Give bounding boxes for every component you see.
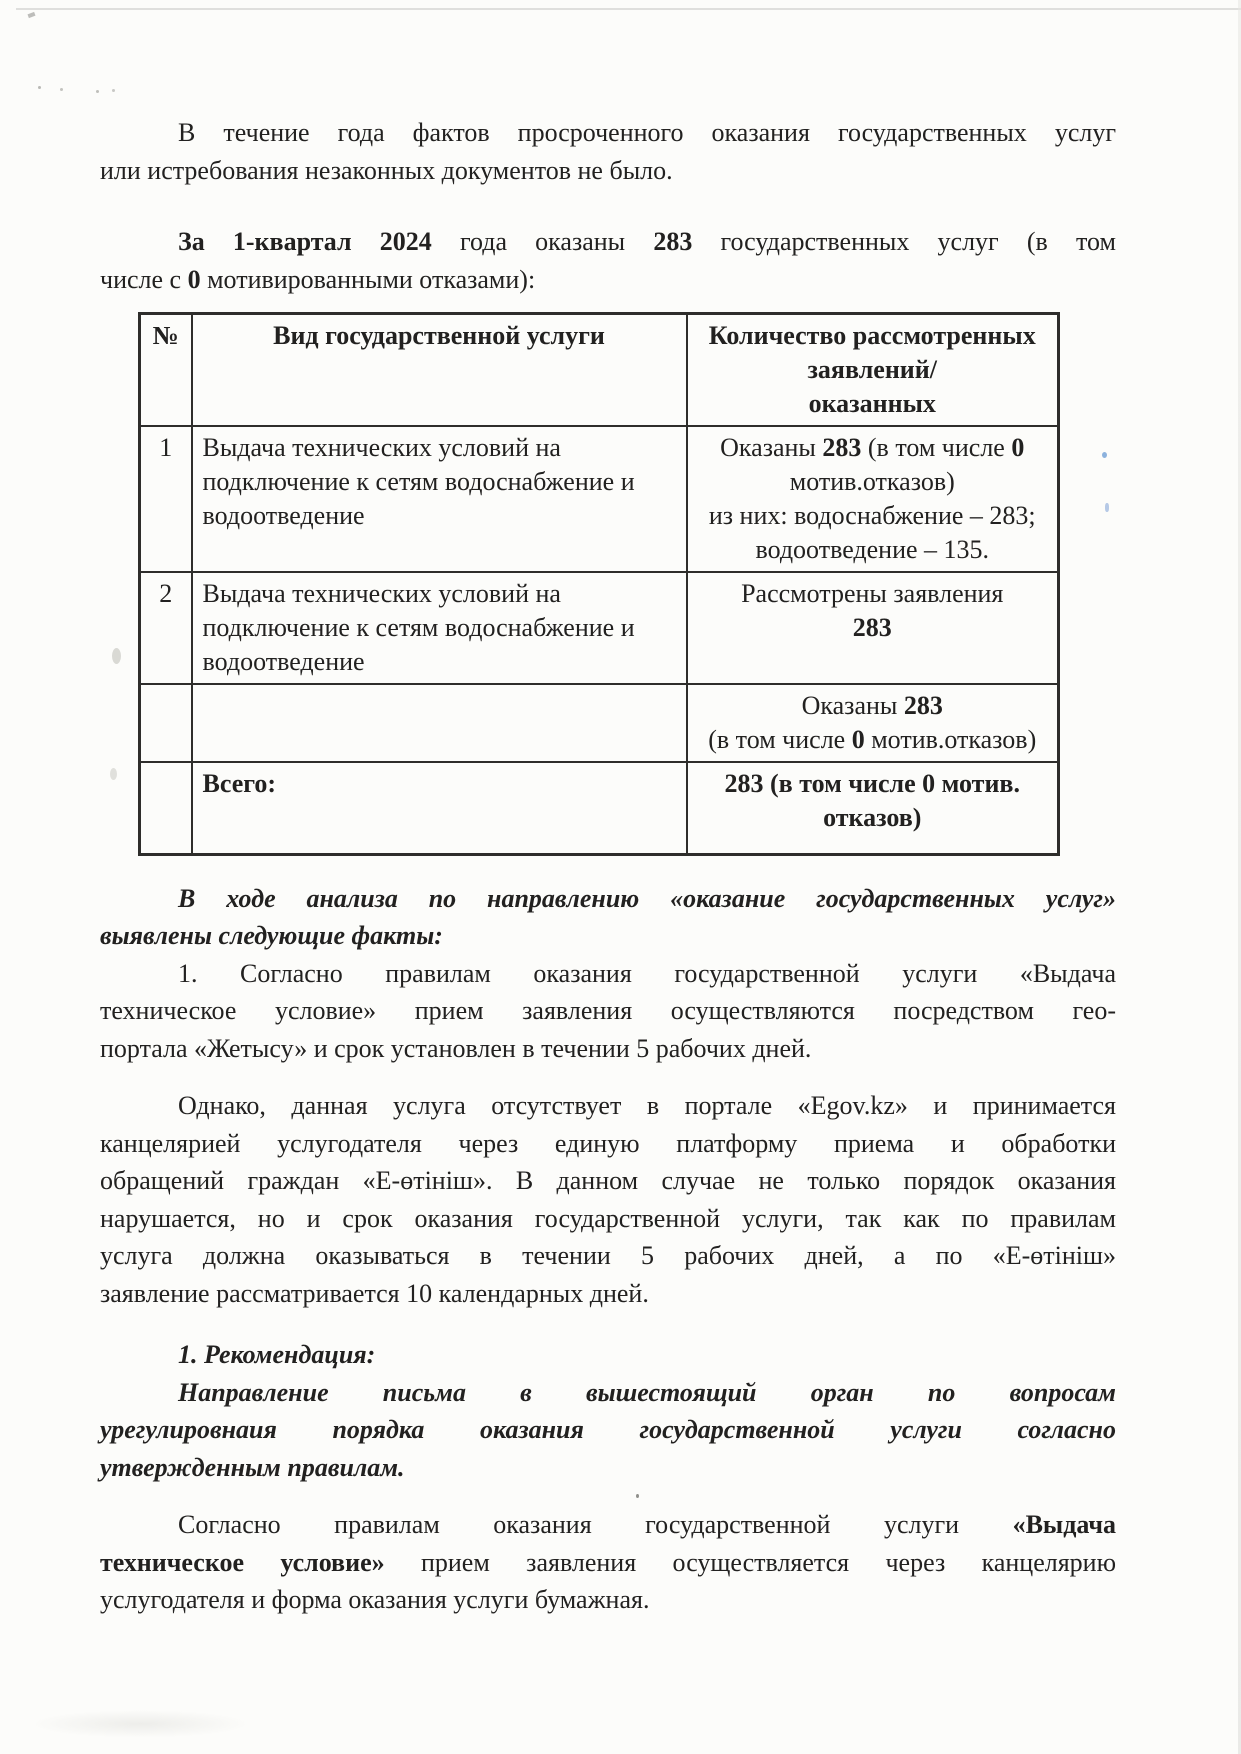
header-line: Количество рассмотренных [708, 321, 1036, 350]
header-line: заявлений/ [807, 355, 937, 384]
text-line [698, 431, 1048, 465]
text-line: 1. Согласно правилам оказания государственной услуги «Выдача [178, 958, 1116, 988]
bold-text: 0 [187, 264, 201, 294]
text-line: утвержденным правилам. [100, 1452, 405, 1482]
paragraph-no-overdue-facts [100, 114, 1116, 189]
scan-artifact-dots [38, 86, 41, 89]
paragraph-recommendation-body [100, 1374, 1116, 1487]
text-line: подключение к сетям водоснабжение и [202, 467, 635, 496]
bold-text: 0 [851, 725, 865, 754]
text-line: нарушается, но и срок оказания государственной услуги, так как по правилам [100, 1203, 1116, 1233]
text-line: услуга должна оказываться в течении 5 рабочих дней, а по «Е-өтініш» [100, 1241, 1116, 1270]
text-line: техническое условие» прием заявления осуществляются посредством гео- [100, 996, 1116, 1025]
bold-text-line: 283 (в том числе 0 мотив. [724, 769, 1020, 798]
scan-artifact-bottom-smudge [30, 1710, 250, 1738]
cell-service-name [192, 572, 687, 684]
bold-text: «Выдача [1012, 1510, 1116, 1539]
text-line: водоотведение [202, 647, 365, 676]
text: прием заявления осуществляется через канцелярию [384, 1547, 1117, 1577]
text: мотив.отказов) [864, 725, 1037, 754]
text-line: Направление письма в вышестоящий орган по вопросам [178, 1377, 1116, 1407]
paragraph-fact-1 [100, 955, 1116, 1068]
text-line [100, 1544, 1116, 1582]
text-line: урегулировнаия порядка оказания государственной услуги согласно [100, 1415, 1116, 1444]
scan-artifact-corner-mark [28, 12, 36, 18]
text-line: услугодателя и форма оказания услуги бумажная. [100, 1585, 650, 1614]
cell-count-value [687, 684, 1059, 762]
text: государственных услуг (в том [692, 227, 1116, 256]
scan-artifact-top-line [16, 8, 1241, 10]
cell-service-name [192, 426, 687, 572]
bold-text-line: отказов) [823, 803, 922, 832]
cell-row-number-empty [140, 762, 192, 854]
cell-row-number: 1 [140, 426, 192, 572]
header-cell-number: № [140, 314, 192, 427]
bold-text: 0 [1011, 433, 1025, 462]
text-line: водоотведение – 135. [755, 535, 990, 564]
text-line: или истребования незаконных документов не было. [100, 155, 673, 185]
paragraph-q1-2024-summary [100, 223, 1116, 298]
bold-text: За 1-квартал 2024 [178, 227, 432, 256]
text: мотивированными отказами): [200, 264, 536, 294]
cell-total-label: Всего: [192, 762, 687, 854]
table-row [140, 684, 1059, 762]
table-row [140, 426, 1059, 572]
paragraph-egov-issue [100, 1087, 1116, 1312]
cell-count-value [687, 426, 1059, 572]
bold-text: 283 [822, 433, 862, 462]
text-line: Однако, данная услуга отсутствует в портале «Egov.kz» и принимается [178, 1091, 1116, 1120]
paragraph-analysis-heading [100, 880, 1116, 955]
cell-count-value [687, 572, 1059, 684]
services-table [138, 312, 1060, 856]
header-line: оказанных [808, 389, 936, 418]
text-line: мотив.отказов) [789, 467, 955, 496]
cell-row-number: 2 [140, 572, 192, 684]
bold-text: 283 [653, 227, 693, 256]
cell-service-name-empty [192, 684, 687, 762]
text: числе с [100, 264, 188, 294]
bold-text: техническое условие» [100, 1547, 385, 1577]
text: (в том числе [861, 433, 1012, 462]
text-line: подключение к сетям водоснабжение и [202, 613, 635, 642]
text-line [100, 1506, 1116, 1544]
text-line: заявление рассматривается 10 календарных дней. [100, 1278, 649, 1308]
text-line: Выдача технических условий на [202, 433, 561, 462]
paragraph-closing [100, 1506, 1116, 1619]
table-total-row [140, 762, 1059, 854]
text: (в том числе [708, 725, 852, 754]
text-line: канцелярией услугодателя через единую платформу приема и обработки [100, 1128, 1116, 1158]
text: Оказаны [720, 433, 823, 462]
header-cell-service-type: Вид государственной услуги [192, 314, 687, 427]
text-line [100, 223, 1116, 261]
text-line: из них: водоснабжение – 283; [708, 501, 1036, 530]
bold-text-line: 283 [852, 613, 892, 642]
text: Оказаны [801, 691, 904, 720]
text-line: В течение года фактов просроченного оказания государственных услуг [178, 118, 1116, 147]
text-line [698, 689, 1048, 723]
text-line: В ходе анализа по направлению «оказание государственных услуг» [178, 883, 1116, 913]
bold-text: 283 [903, 691, 943, 720]
cell-row-number-empty [140, 684, 192, 762]
text: Согласно правилам оказания государственной услуги [178, 1510, 1013, 1539]
text-line: водоотведение [202, 501, 365, 530]
header-cell-count [687, 314, 1059, 427]
text-line: Рассмотрены заявления [741, 579, 1004, 608]
text-line [698, 723, 1048, 757]
text-line: портала «Жетысу» и срок установлен в течении 5 рабочих дней. [100, 1033, 812, 1063]
table-header-row [140, 314, 1059, 427]
text-line [100, 261, 1116, 299]
text-line: выявлены следующие факты: [100, 921, 443, 950]
cell-total-value [687, 762, 1059, 854]
text-line: Выдача технических условий на [202, 579, 561, 608]
paragraph-recommendation-heading [100, 1336, 1116, 1374]
document-content [100, 114, 1116, 1619]
text: года оказаны [431, 227, 654, 256]
text-line: 1. Рекомендация: [178, 1340, 376, 1369]
table-row [140, 572, 1059, 684]
text-line: обращений граждан «Е-өтініш». В данном случае не только порядок оказания [100, 1166, 1116, 1195]
